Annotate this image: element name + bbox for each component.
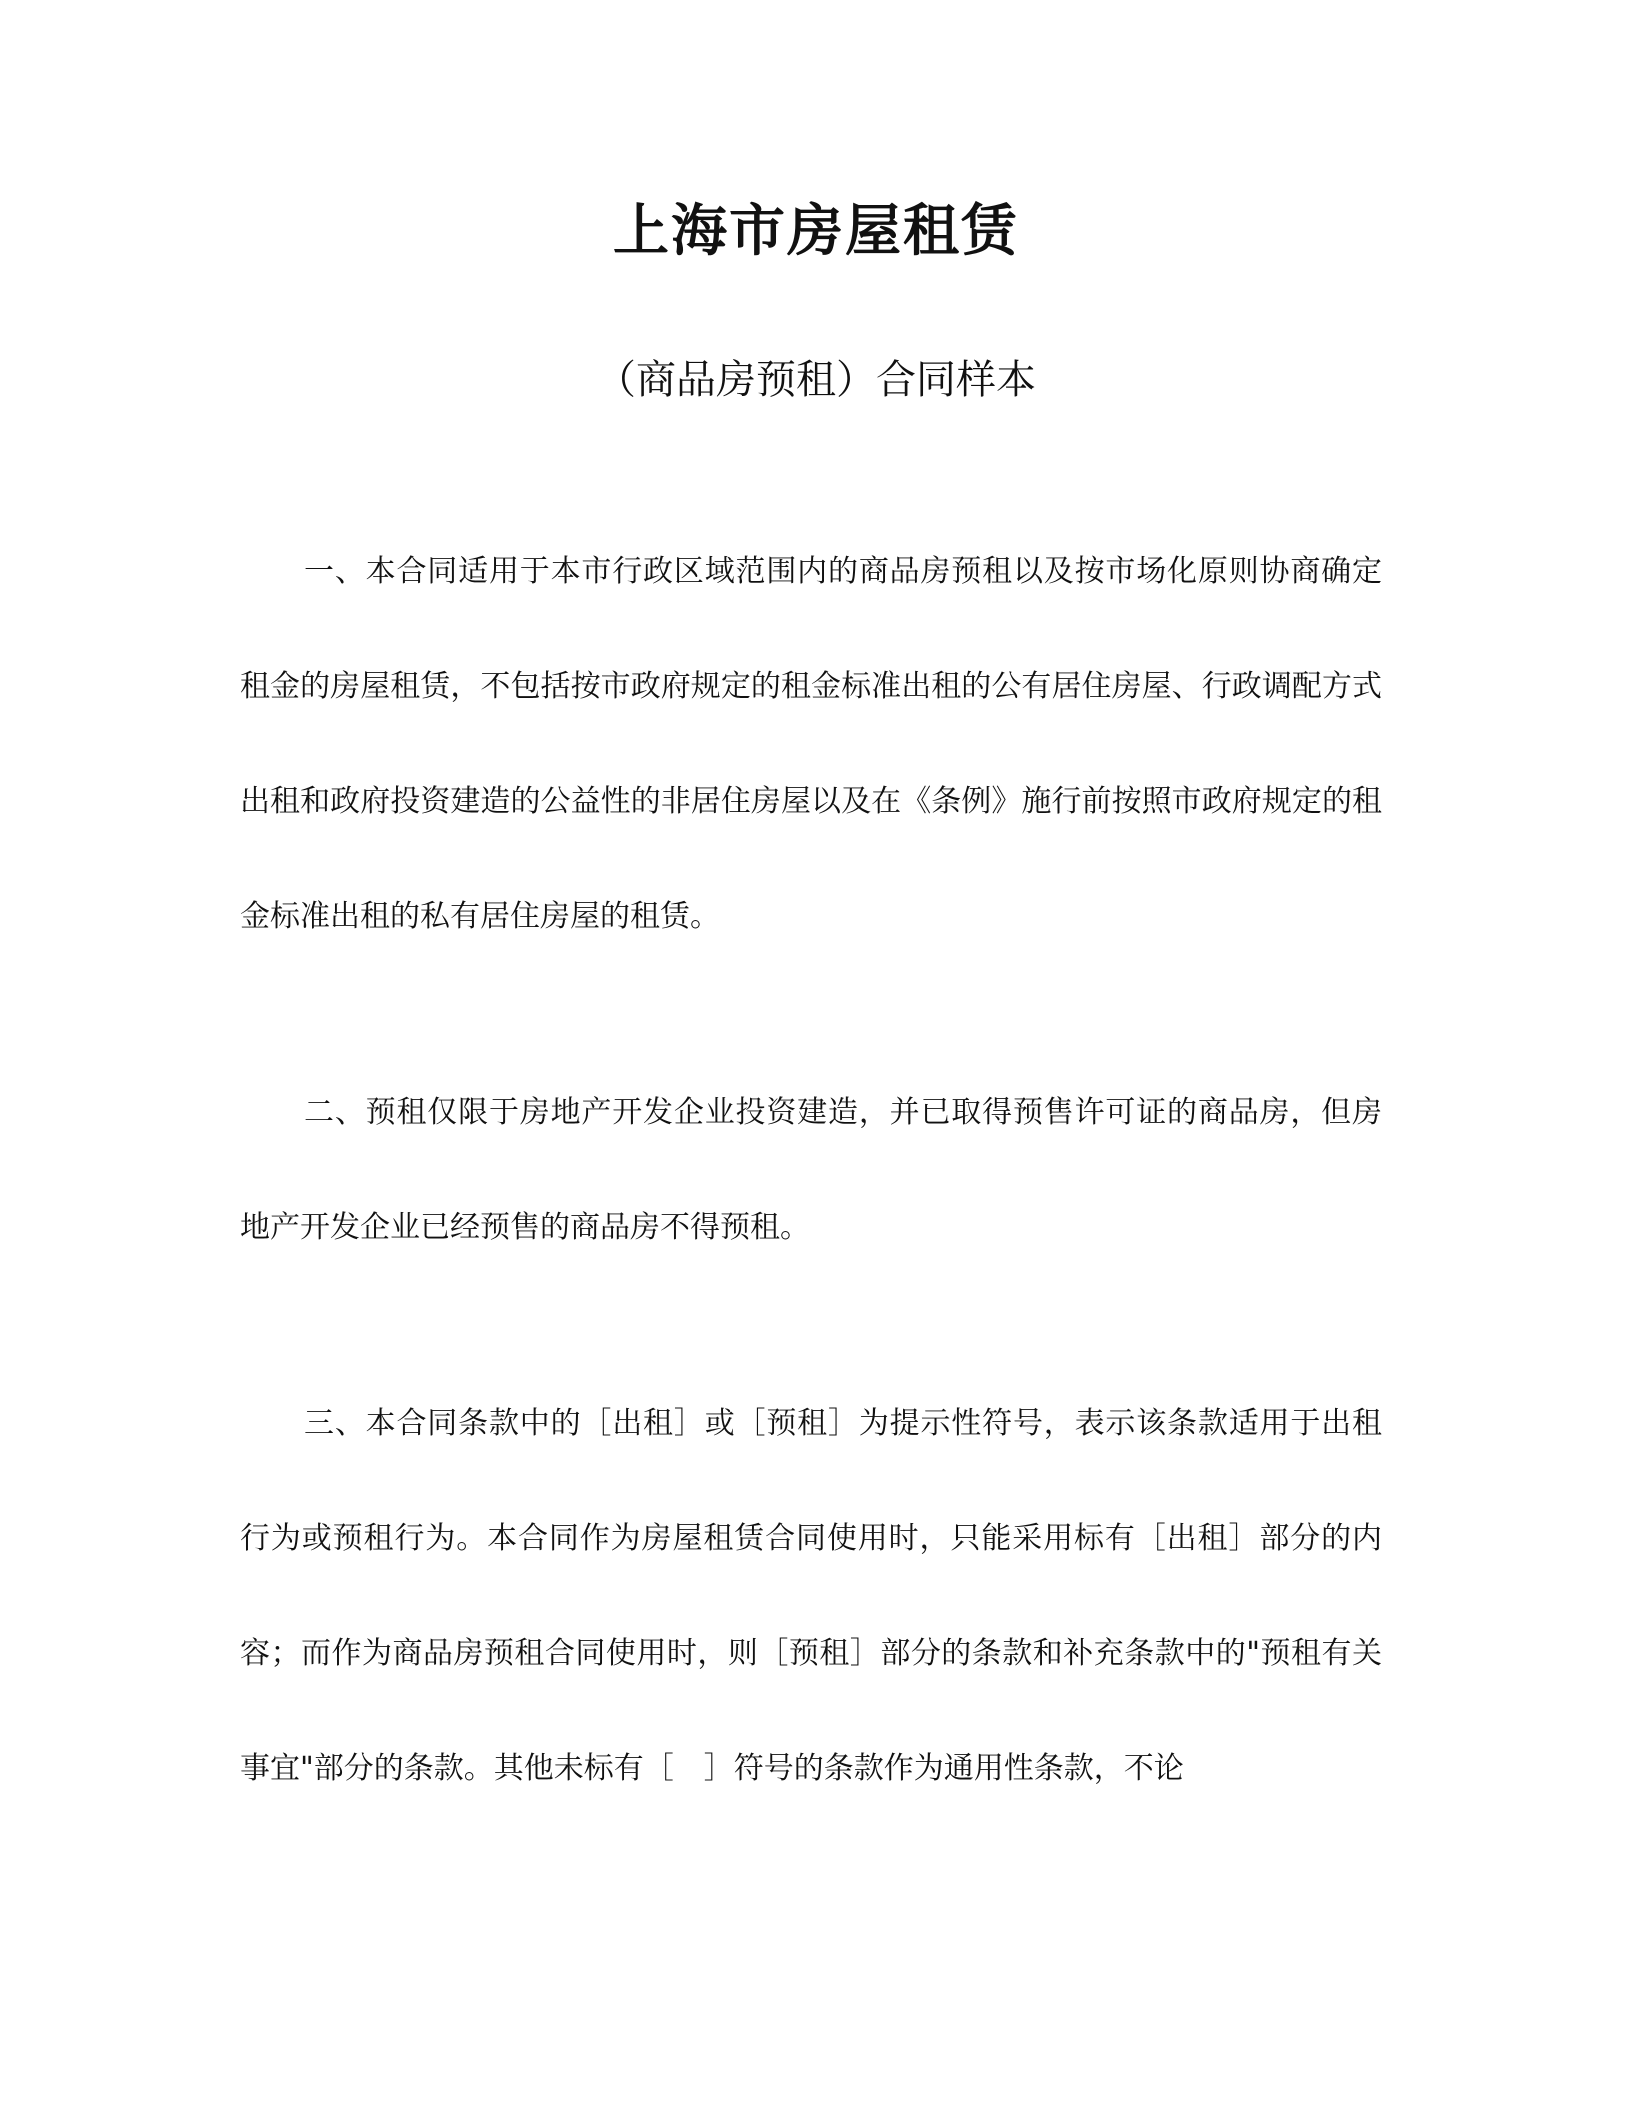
- document-subtitle: （商品房预租）合同样本: [596, 357, 1036, 403]
- paragraph-1: 一、本合同适用于本市行政区域范围内的商品房预租以及按市场化原则协商确定租金的房屋租赁，不包括按市政府规定的租金标准出租的公有居住房屋、行政调配方式出租和政府投资建造的公益性的非居住房屋以及在《条例》施行前按照市政府规定的租金标准出租的私有居住房屋的租赁。: [240, 554, 1382, 934]
- paragraph-3: 三、本合同条款中的［出租］或［预租］为提示性符号，表示该条款适用于出租行为或预租行为。本合同作为房屋租赁合同使用时，只能采用标有［出租］部分的内容；而作为商品房预租合同使用时，则［预租］部分的条款和补充条款中的"预租有关事宜"部分的条款。其他未标有［ ］符号的条款作为通用性条款，不论: [240, 1406, 1382, 1786]
- document-title: 上海市房屋租赁: [613, 199, 1019, 264]
- paragraph-2: 二、预租仅限于房地产开发企业投资建造，并已取得预售许可证的商品房，但房地产开发企业已经预售的商品房不得预租。: [240, 1095, 1382, 1245]
